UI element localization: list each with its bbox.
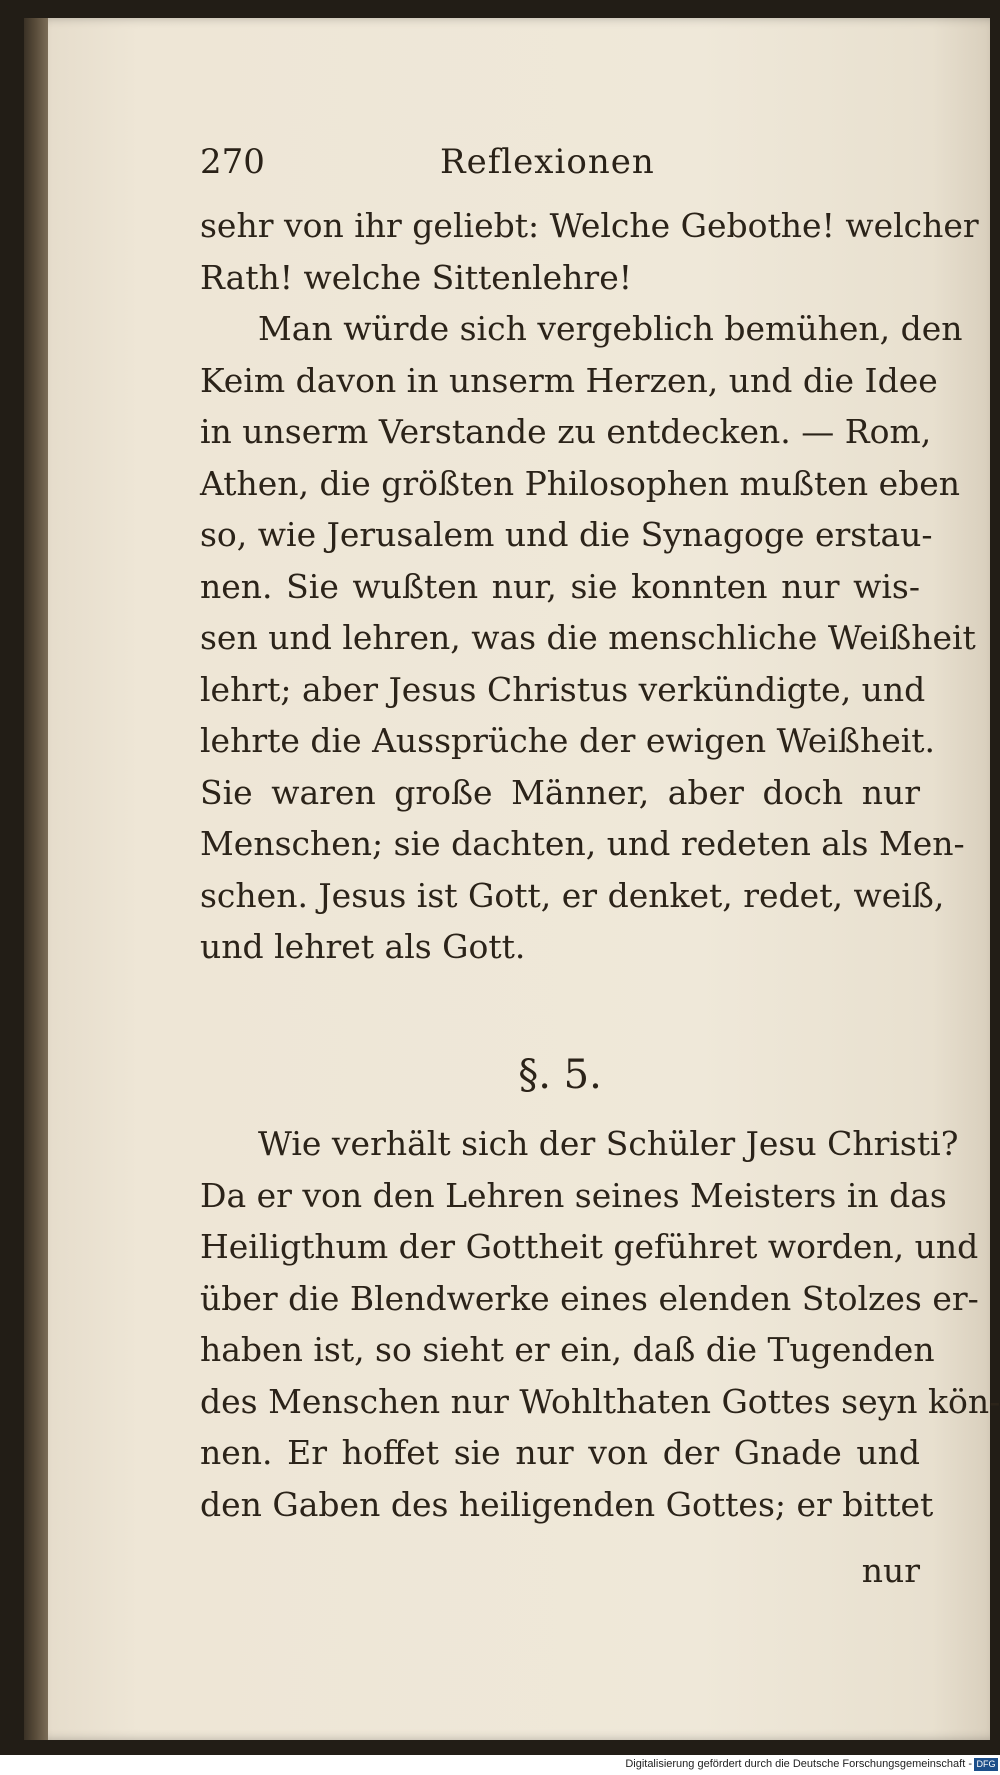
page-gutter — [24, 18, 48, 1740]
text-line: und lehret als Gott. — [200, 927, 526, 966]
section-heading: §. 5. — [518, 1052, 602, 1098]
text-line: Man würde sich vergeblich bemühen, den — [258, 309, 963, 348]
text-line: Wie verhält sich der Schüler Jesu Christi? — [258, 1124, 959, 1163]
text-line: Rath! welche Sittenlehre! — [200, 257, 632, 297]
text-line: lehrte die Aussprüche der ewigen Weißheit. — [200, 721, 936, 760]
dfg-logo-icon: DFG — [974, 1758, 998, 1771]
text-line: haben ist, so sieht er ein, daß die Tugenden — [200, 1330, 935, 1369]
catchword: nur — [861, 1551, 920, 1590]
funding-credit: Digitalisierung gefördert durch die Deutsche Forschungsgemeinschaft - — [625, 1758, 972, 1770]
text-line: Athen, die größten Philosophen mußten eben — [200, 463, 961, 503]
text-line: in unserm Verstande zu entdecken. — Rom, — [200, 412, 932, 451]
text-line: den Gaben des heiligenden Gottes; er bittet — [200, 1484, 934, 1524]
text-line: sen und lehren, was die menschliche Weißheit — [200, 618, 976, 657]
footer-bar — [0, 1755, 1000, 1775]
text-line: lehrt; aber Jesus Christus verkündigte, und — [200, 669, 926, 709]
text-block-1 — [200, 200, 979, 973]
text-line: Heiligthum der Gottheit geführet worden, und — [200, 1227, 979, 1266]
text-line: Keim davon in unserm Herzen, und die Idee — [200, 360, 938, 400]
text-line: über die Blendwerke eines elenden Stolzes er- — [200, 1278, 979, 1318]
text-line: Da er von den Lehren seines Meisters in das — [200, 1175, 947, 1215]
text-line: nen. Sie wußten nur, sie konnten nur wis- — [200, 566, 920, 606]
page-number: 270 — [200, 142, 265, 182]
text-line: so, wie Jerusalem und die Synagoge erstau- — [200, 515, 933, 554]
text-line: Sie waren große Männer, aber doch nur — [200, 772, 920, 812]
running-head: Reflexionen — [440, 142, 655, 182]
text-line: sehr von ihr geliebt: Welche Gebothe! welcher — [200, 206, 979, 245]
text-line: schen. Jesus ist Gott, er denket, redet, weiß, — [200, 875, 945, 915]
text-line: Menschen; sie dachten, und redeten als Men- — [200, 824, 965, 863]
text-block-2 — [200, 1118, 1000, 1530]
text-line: des Menschen nur Wohlthaten Gottes seyn kön- — [200, 1381, 1000, 1421]
page-header — [200, 142, 920, 186]
text-line: nen. Er hoffet sie nur von der Gnade und — [200, 1433, 920, 1472]
